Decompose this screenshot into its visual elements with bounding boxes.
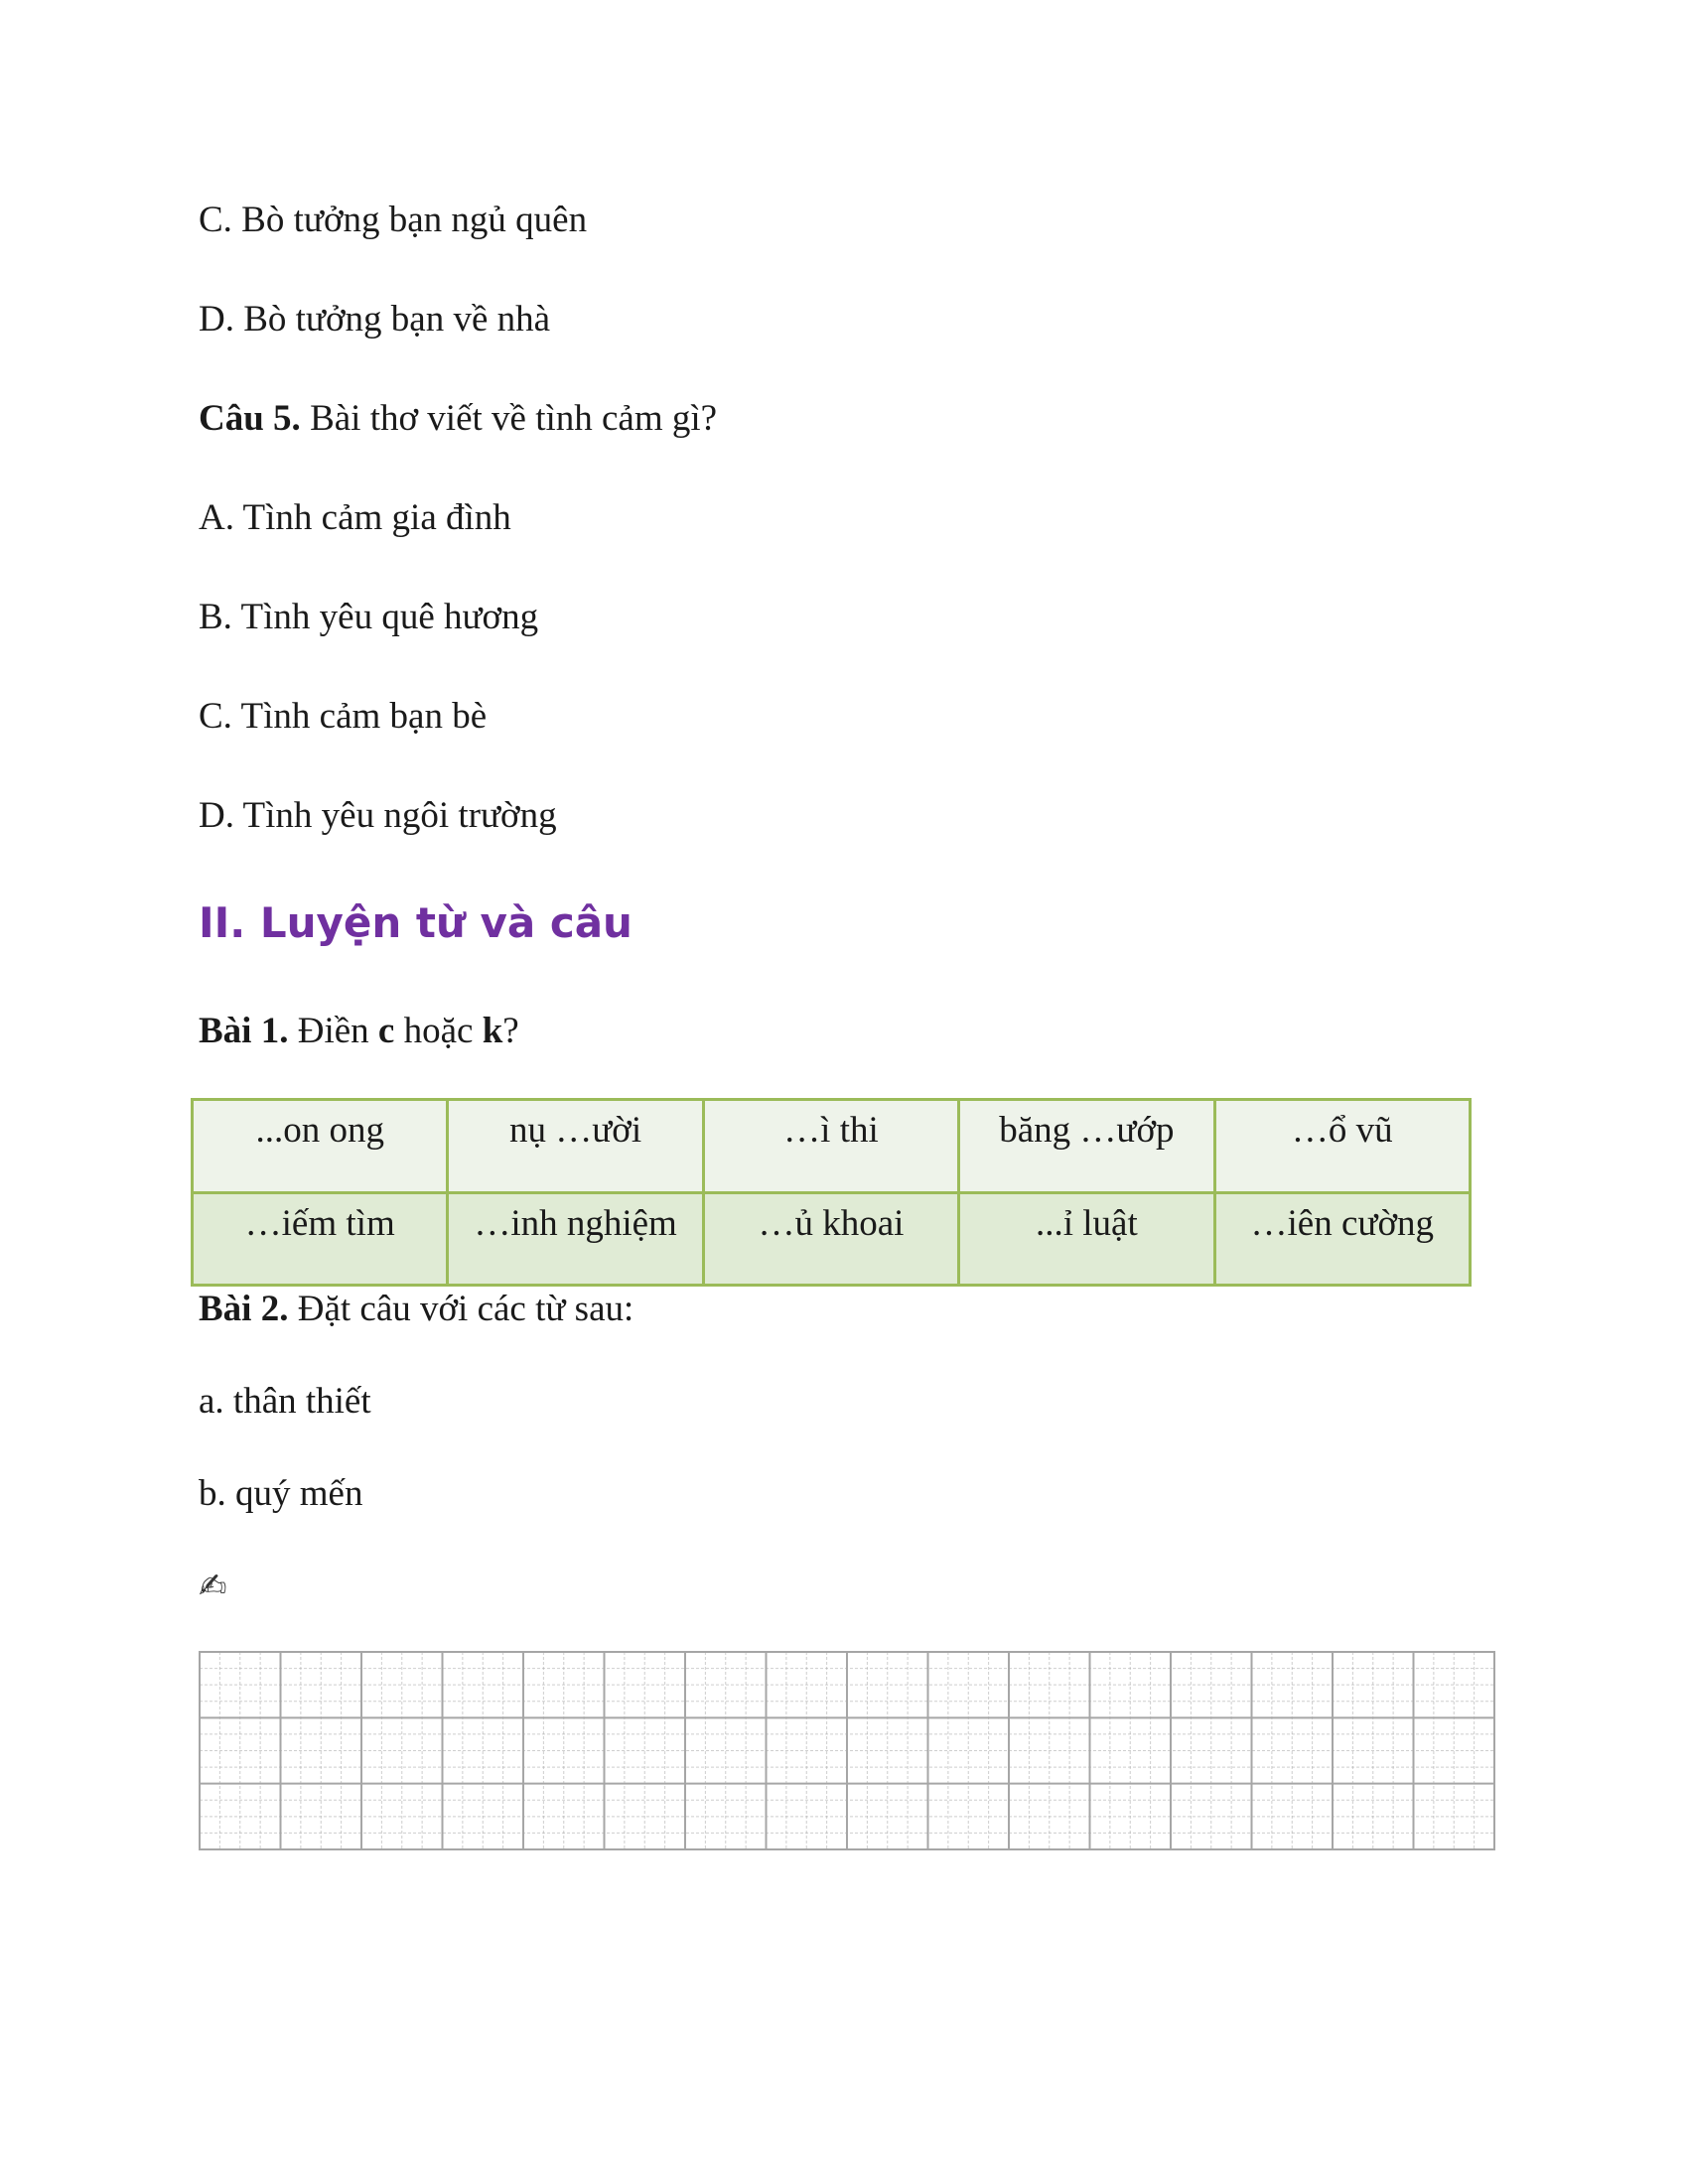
q5-option-c: C. Tình cảm bạn bè <box>199 696 488 737</box>
table-cell: ...on ong <box>193 1100 448 1193</box>
table-row <box>193 1192 1471 1286</box>
q5-option-d: D. Tình yêu ngôi trường <box>199 795 557 836</box>
ex2-prompt-text: Đặt câu với các từ sau: <box>288 1289 634 1329</box>
q4-option-c: C. Bò tưởng bạn ngủ quên <box>199 200 588 240</box>
table-cell: nụ …ười <box>448 1100 703 1193</box>
section-title: II. Luyện từ và câu <box>199 898 633 947</box>
q4-option-d: D. Bò tưởng bạn về nhà <box>199 299 551 340</box>
ex2-item-a: a. thân thiết <box>199 1381 371 1422</box>
ex1-letter-c: c <box>377 1011 395 1051</box>
ex1-text-mid: hoặc <box>394 1011 483 1051</box>
q5-label: Câu 5. <box>199 398 301 439</box>
ex2-prompt <box>199 1288 633 1331</box>
ex2-label: Bài 2. <box>199 1289 289 1329</box>
table-row <box>193 1100 1471 1193</box>
q5-question-text: Bài thơ viết về tình cảm gì? <box>300 398 718 439</box>
table-cell: …ổ vũ <box>1214 1100 1470 1193</box>
q5-option-b: B. Tình yêu quê hương <box>199 597 539 637</box>
table-cell: …inh nghiệm <box>448 1192 703 1286</box>
table-cell: ...ỉ luật <box>959 1192 1214 1286</box>
q5-option-a: A. Tình cảm gia đình <box>199 497 511 538</box>
handwriting-practice-grid[interactable] <box>199 1651 1495 1850</box>
table-cell: …iếm tìm <box>193 1192 448 1286</box>
ex1-instruction <box>199 1010 519 1053</box>
ex1-text-before: Điền <box>288 1011 378 1051</box>
ex1-label: Bài 1. <box>199 1011 289 1051</box>
q5-question <box>199 397 717 441</box>
ex1-letter-k: k <box>482 1011 503 1051</box>
table-cell: băng …ướp <box>959 1100 1214 1193</box>
ex1-text-after: ? <box>502 1011 519 1051</box>
table-cell: …ì thi <box>703 1100 958 1193</box>
table-cell: …ủ khoai <box>703 1192 958 1286</box>
table-cell: …iên cường <box>1214 1192 1470 1286</box>
fill-in-table <box>191 1098 1472 1287</box>
writing-hand-icon: ✍ <box>199 1567 227 1606</box>
ex2-item-b: b. quý mến <box>199 1473 363 1514</box>
